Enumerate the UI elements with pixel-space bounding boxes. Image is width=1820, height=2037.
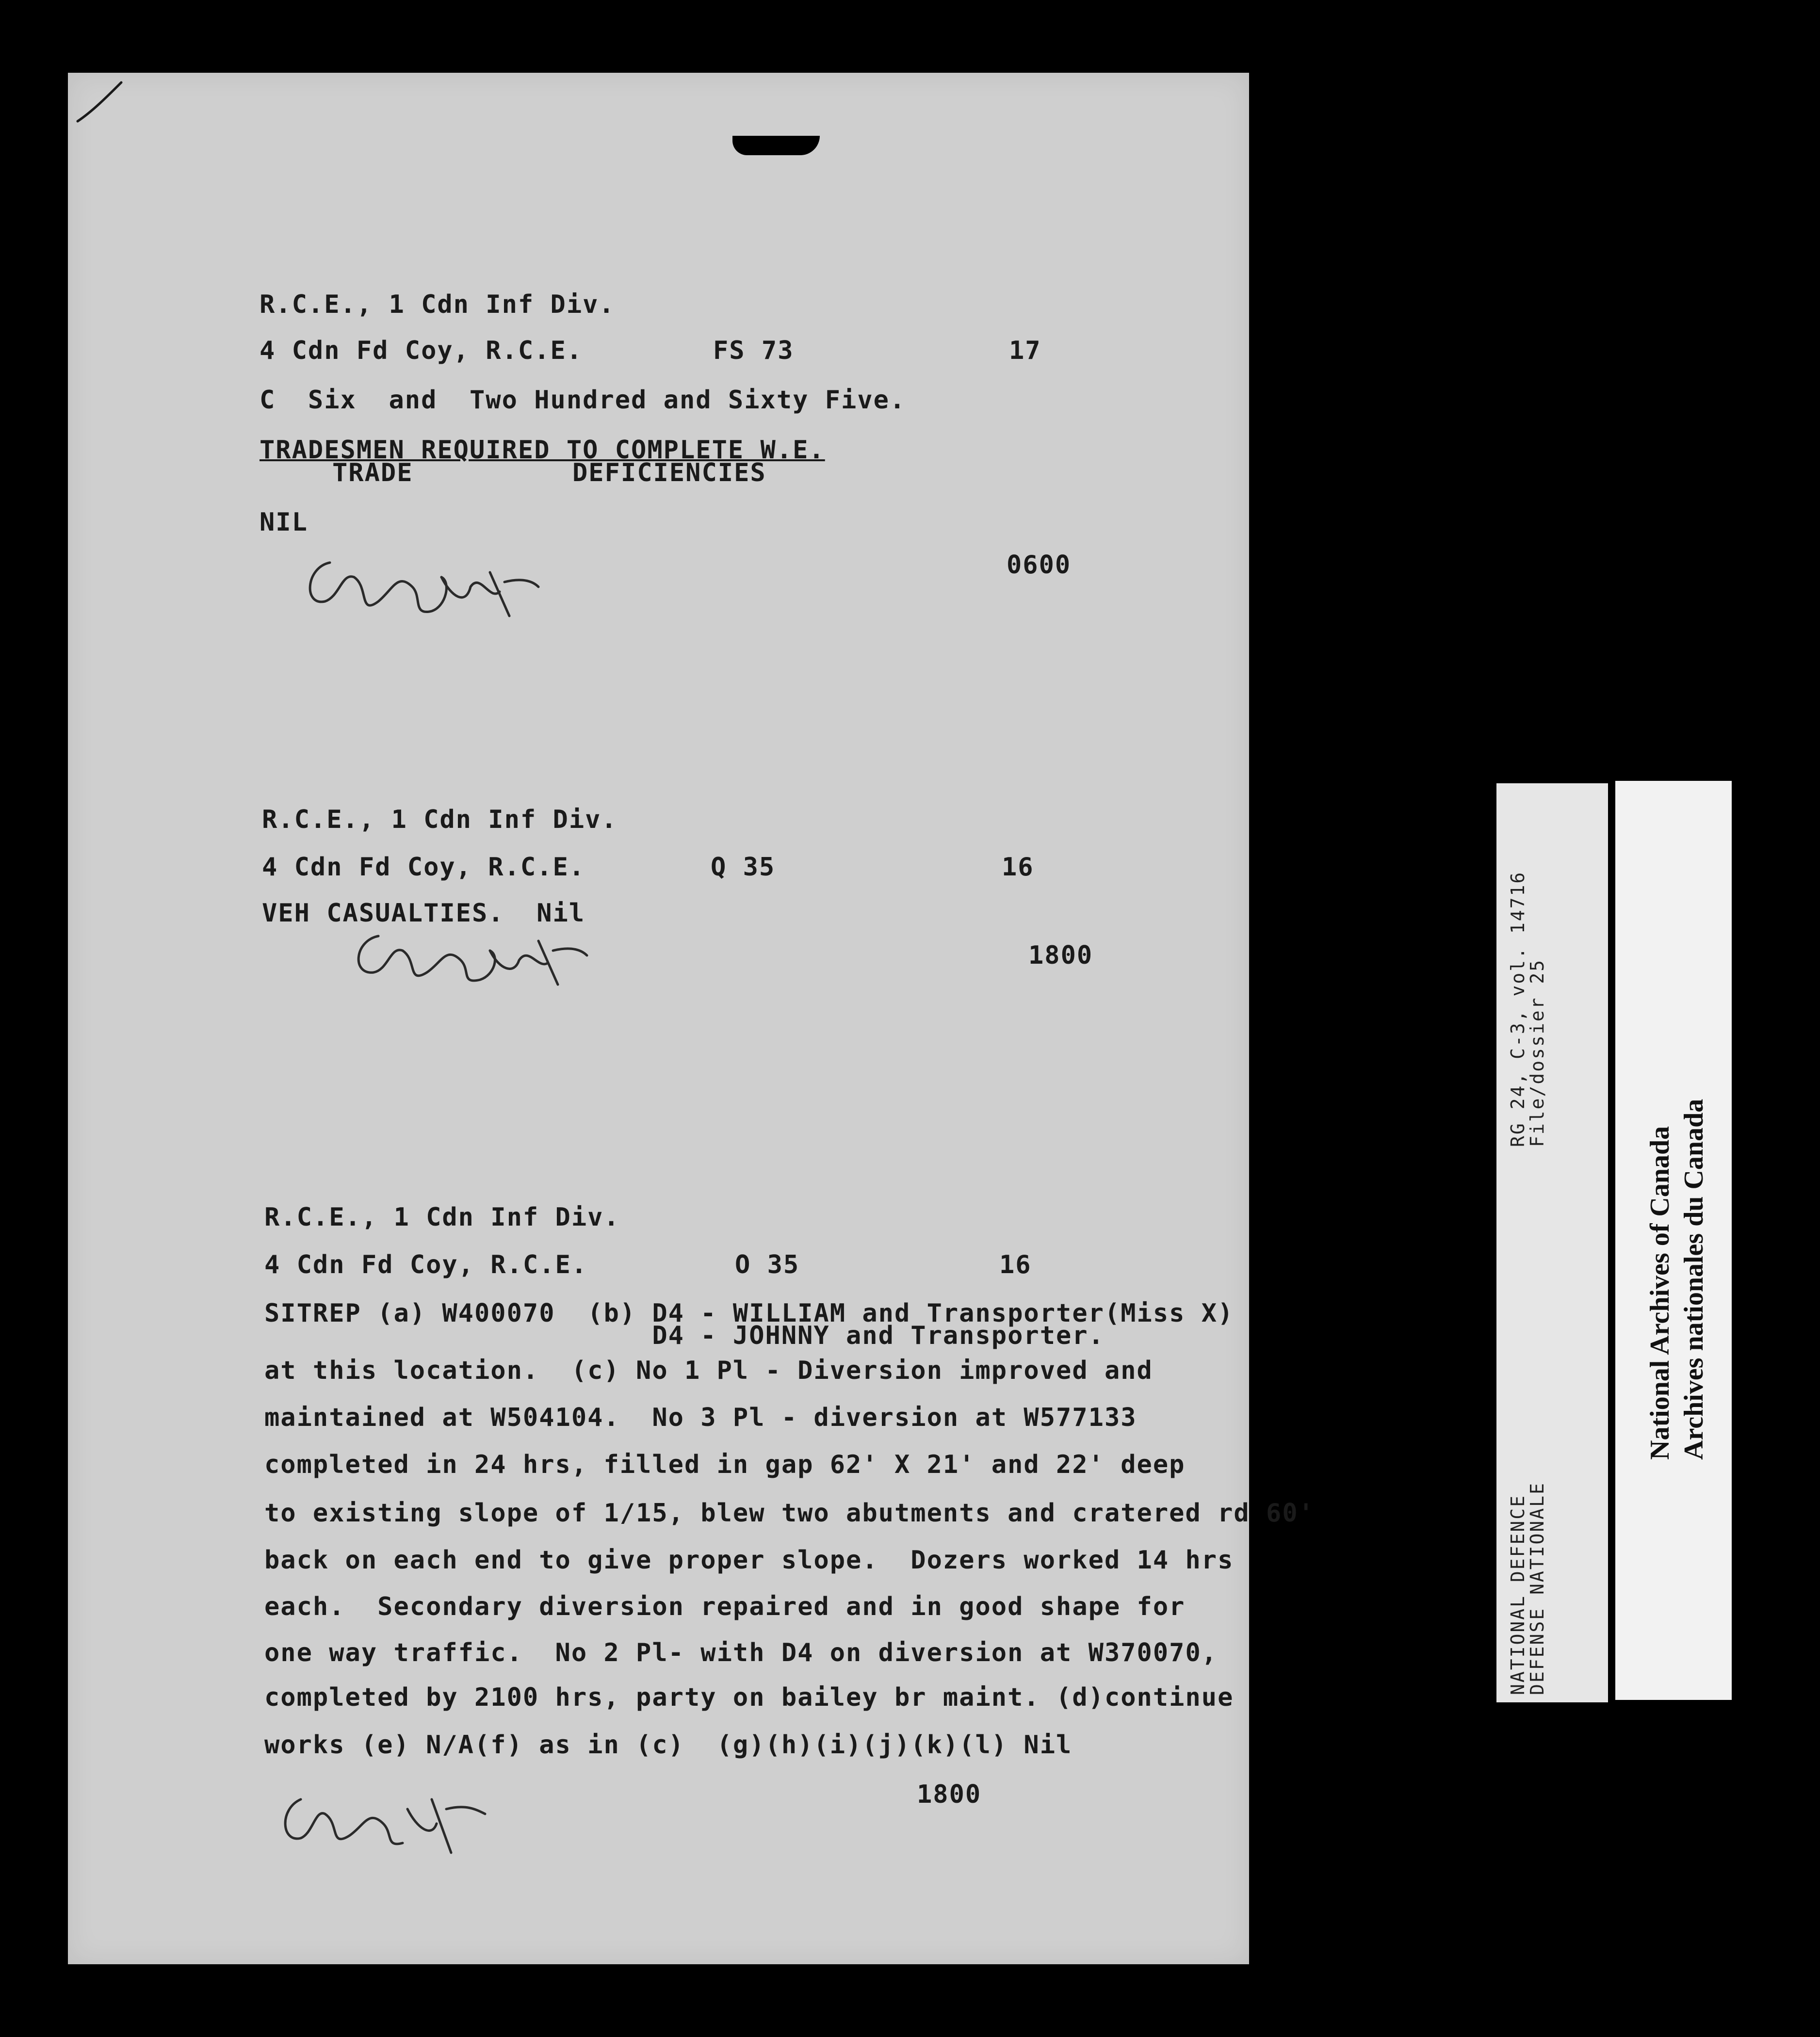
signature [344, 917, 597, 1009]
veh-casualties-line: VEH CASUALTIES. Nil [262, 899, 585, 928]
section-heading: TRADESMEN REQUIRED TO COMPLETE W.E. [260, 436, 825, 465]
column-trade: TRADE [332, 458, 413, 487]
sitrep-line: completed in 24 hrs, filled in gap 62' X 21' and 22' deep [264, 1450, 1186, 1479]
serial-line: C Six and Two Hundred and Sixty Five. [260, 386, 906, 415]
coy-line: 4 Cdn Fd Coy, R.C.E. [262, 853, 585, 882]
pen-mark [68, 73, 136, 131]
sitrep-line: at this location. (c) No 1 Pl - Diversion improved and [264, 1356, 1153, 1385]
sitrep-line: back on each end to give proper slope. Dozers worked 14 hrs [264, 1546, 1234, 1575]
sitrep-line: SITREP (a) W400070 (b) D4 - WILLIAM and Transporter(Miss X) [264, 1299, 1234, 1328]
document-page [68, 73, 1315, 1964]
unit-line: R.C.E., 1 Cdn Inf Div. [262, 805, 618, 834]
time-stamp: 1800 [917, 1780, 982, 1809]
coy-line: 4 Cdn Fd Coy, R.C.E. [260, 336, 583, 365]
time-stamp: 1800 [1028, 941, 1093, 970]
page-number: 16 [999, 1250, 1032, 1279]
sitrep-line: to existing slope of 1/15, blew two abutments and cratered rd 60' [264, 1499, 1315, 1528]
coy-line: 4 Cdn Fd Coy, R.C.E. [264, 1250, 588, 1279]
time-stamp: 0600 [1007, 550, 1072, 580]
archive-reference-strip [1496, 783, 1608, 1702]
unit-line: R.C.E., 1 Cdn Inf Div. [260, 290, 615, 319]
sitrep-line: D4 - JOHNNY and Transporter. [264, 1321, 1105, 1350]
department-line: DEFENSE NATIONALE [1527, 1482, 1548, 1695]
page-number: 17 [1009, 336, 1041, 365]
nil-value: NIL [260, 508, 308, 537]
column-deficiencies: DEFICIENCIES [572, 458, 766, 487]
archives-label-strip [1615, 781, 1732, 1700]
signature [296, 543, 548, 640]
signature [272, 1780, 495, 1877]
reference-line: RG 24, C-3, vol. 14716 [1507, 871, 1528, 1147]
form-number: FS 73 [713, 336, 794, 365]
sitrep-line: works (e) N/A(f) as in (c) (g)(h)(i)(j)(k)(l) Nil [264, 1730, 1072, 1760]
sitrep-line: one way traffic. No 2 Pl- with D4 on diversion at W370070, [264, 1638, 1218, 1667]
unit-line: R.C.E., 1 Cdn Inf Div. [264, 1203, 620, 1232]
sitrep-line: completed by 2100 hrs, party on bailey br maint. (d)continue [264, 1683, 1234, 1712]
sitrep-line: maintained at W504104. No 3 Pl - diversion at W577133 [264, 1403, 1137, 1432]
archives-name-fr: Archives nationales du Canada [1679, 1099, 1709, 1460]
department-line: NATIONAL DEFENCE [1507, 1494, 1528, 1695]
archives-name-en: National Archives of Canada [1645, 1126, 1675, 1460]
page-number: 16 [1002, 853, 1034, 882]
reference-line: File/dossier 25 [1527, 958, 1548, 1147]
paper-tear [732, 136, 820, 155]
form-number: Q 35 [711, 853, 776, 882]
sitrep-line: each. Secondary diversion repaired and in good shape for [264, 1592, 1186, 1621]
form-number: O 35 [735, 1250, 800, 1279]
